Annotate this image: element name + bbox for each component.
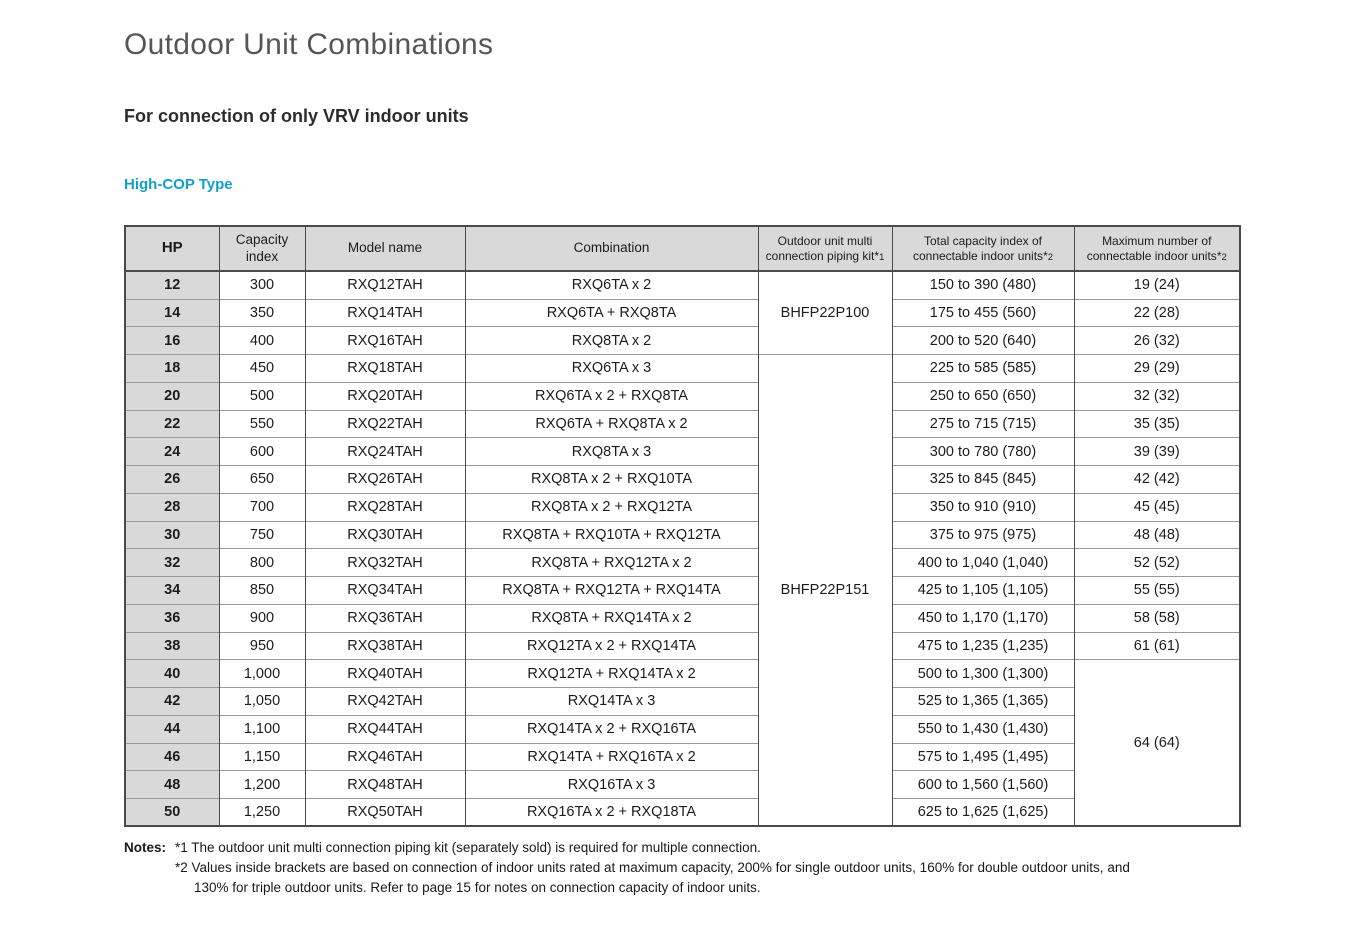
col-header-combination: Combination [465,226,758,271]
capacity-index-cell: 850 [219,577,305,605]
max-number-cell: 42 (42) [1074,466,1240,494]
capacity-index-cell: 800 [219,549,305,577]
note-reference: 2 [1047,251,1054,263]
table-row [125,771,1240,799]
table-header-row [125,226,1240,271]
model-name-cell: RXQ22TAH [305,410,465,438]
combination-cell: RXQ6TA + RXQ8TA x 2 [465,410,758,438]
model-name-cell: RXQ50TAH [305,799,465,827]
total-capacity-cell: 175 to 455 (560) [892,299,1074,327]
page-title: Outdoor Unit Combinations [124,28,494,61]
capacity-index-cell: 500 [219,382,305,410]
combination-cell: RXQ14TA x 3 [465,688,758,716]
col-header-capacity-index: Capacity index [219,226,305,271]
combination-cell: RXQ6TA x 2 + RXQ8TA [465,382,758,410]
max-number-cell: 61 (61) [1074,632,1240,660]
hp-cell: 44 [125,715,219,743]
table-row [125,604,1240,632]
capacity-index-cell: 700 [219,493,305,521]
total-capacity-cell: 200 to 520 (640) [892,327,1074,355]
hp-cell: 38 [125,632,219,660]
model-name-cell: RXQ18TAH [305,355,465,383]
model-name-cell: RXQ44TAH [305,715,465,743]
notes-items [175,838,1150,898]
hp-cell: 20 [125,382,219,410]
combination-cell: RXQ12TA x 2 + RXQ14TA [465,632,758,660]
capacity-index-cell: 1,250 [219,799,305,827]
total-capacity-cell: 425 to 1,105 (1,105) [892,577,1074,605]
total-capacity-cell: 625 to 1,625 (1,625) [892,799,1074,827]
table-row [125,743,1240,771]
model-name-cell: RXQ48TAH [305,771,465,799]
total-capacity-cell: 150 to 390 (480) [892,271,1074,299]
model-name-cell: RXQ12TAH [305,271,465,299]
max-number-cell: 29 (29) [1074,355,1240,383]
total-capacity-cell: 475 to 1,235 (1,235) [892,632,1074,660]
hp-cell: 16 [125,327,219,355]
combination-cell: RXQ8TA + RXQ12TA + RXQ14TA [465,577,758,605]
piping-kit-cell: BHFP22P151 [758,355,892,827]
note-reference: 1 [879,251,885,263]
combination-cell: RXQ8TA x 3 [465,438,758,466]
table-row [125,688,1240,716]
combination-cell: RXQ16TA x 3 [465,771,758,799]
total-capacity-cell: 325 to 845 (845) [892,466,1074,494]
model-name-cell: RXQ24TAH [305,438,465,466]
total-capacity-cell: 250 to 650 (650) [892,382,1074,410]
piping-kit-cell: BHFP22P100 [758,271,892,354]
table-row [125,632,1240,660]
combination-cell: RXQ8TA x 2 [465,327,758,355]
total-capacity-cell: 550 to 1,430 (1,430) [892,715,1074,743]
total-capacity-cell: 500 to 1,300 (1,300) [892,660,1074,688]
capacity-index-cell: 350 [219,299,305,327]
total-capacity-cell: 275 to 715 (715) [892,410,1074,438]
type-label: High-COP Type [124,175,233,193]
max-number-cell: 22 (28) [1074,299,1240,327]
table-header-row-container [125,226,1240,271]
total-capacity-cell: 450 to 1,170 (1,170) [892,604,1074,632]
combination-cell: RXQ14TA x 2 + RXQ16TA [465,715,758,743]
model-name-cell: RXQ28TAH [305,493,465,521]
model-name-cell: RXQ16TAH [305,327,465,355]
table-body [125,271,1240,826]
combination-cell: RXQ6TA x 3 [465,355,758,383]
hp-cell: 40 [125,660,219,688]
notes-label: Notes: [124,840,167,856]
model-name-cell: RXQ26TAH [305,466,465,494]
table-row [125,382,1240,410]
hp-cell: 48 [125,771,219,799]
capacity-index-cell: 400 [219,327,305,355]
model-name-cell: RXQ38TAH [305,632,465,660]
total-capacity-cell: 225 to 585 (585) [892,355,1074,383]
total-capacity-cell: 575 to 1,495 (1,495) [892,743,1074,771]
total-capacity-cell: 525 to 1,365 (1,365) [892,688,1074,716]
combination-cell: RXQ8TA + RXQ10TA + RXQ12TA [465,521,758,549]
table-row [125,299,1240,327]
col-header-total-capacity: Total capacity index of connectable indoor units*2 [892,226,1074,271]
table-row [125,466,1240,494]
capacity-index-cell: 950 [219,632,305,660]
max-number-cell: 19 (24) [1074,271,1240,299]
capacity-index-cell: 650 [219,466,305,494]
max-number-cell: 35 (35) [1074,410,1240,438]
col-header-piping-kit: Outdoor unit multi connection piping kit*1 [758,226,892,271]
hp-cell: 42 [125,688,219,716]
combination-cell: RXQ8TA + RXQ12TA x 2 [465,549,758,577]
outdoor-unit-combinations-table [124,225,1241,827]
total-capacity-cell: 300 to 780 (780) [892,438,1074,466]
capacity-index-cell: 900 [219,604,305,632]
model-name-cell: RXQ42TAH [305,688,465,716]
col-header-hp: HP [125,226,219,271]
max-number-cell: 39 (39) [1074,438,1240,466]
hp-cell: 28 [125,493,219,521]
combination-cell: RXQ14TA + RXQ16TA x 2 [465,743,758,771]
table-row [125,410,1240,438]
hp-cell: 18 [125,355,219,383]
max-number-cell: 26 (32) [1074,327,1240,355]
table-row [125,327,1240,355]
hp-cell: 24 [125,438,219,466]
hp-cell: 34 [125,577,219,605]
capacity-index-cell: 600 [219,438,305,466]
model-name-cell: RXQ30TAH [305,521,465,549]
capacity-index-cell: 550 [219,410,305,438]
hp-cell: 14 [125,299,219,327]
hp-cell: 30 [125,521,219,549]
table-row [125,438,1240,466]
model-name-cell: RXQ34TAH [305,577,465,605]
combination-cell: RXQ8TA x 2 + RXQ10TA [465,466,758,494]
model-name-cell: RXQ14TAH [305,299,465,327]
max-number-cell: 52 (52) [1074,549,1240,577]
table-row [125,549,1240,577]
col-header-model-name: Model name [305,226,465,271]
table-row [125,493,1240,521]
capacity-index-cell: 1,200 [219,771,305,799]
model-name-cell: RXQ32TAH [305,549,465,577]
table-row [125,799,1240,827]
notes [124,838,1366,898]
capacity-index-cell: 1,100 [219,715,305,743]
note-item: *2 Values inside brackets are based on connection of indoor units rated at maximum capacity, 200% for single outdoor units, 160% for double outdoor units, and 130% for triple outdoor units. Refer to page 15 for notes on connection capacity of indoor units. [175,860,1130,896]
combination-cell: RXQ12TA + RXQ14TA x 2 [465,660,758,688]
model-name-cell: RXQ36TAH [305,604,465,632]
capacity-index-cell: 450 [219,355,305,383]
table-row [125,521,1240,549]
hp-cell: 50 [125,799,219,827]
combination-cell: RXQ16TA x 2 + RXQ18TA [465,799,758,827]
model-name-cell: RXQ20TAH [305,382,465,410]
section-subtitle: For connection of only VRV indoor units [124,106,469,126]
total-capacity-cell: 350 to 910 (910) [892,493,1074,521]
hp-cell: 36 [125,604,219,632]
table-row [125,271,1240,299]
capacity-index-cell: 1,150 [219,743,305,771]
col-header-max-number: Maximum number of connectable indoor units*2 [1074,226,1240,271]
max-number-cell: 32 (32) [1074,382,1240,410]
combination-cell: RXQ8TA + RXQ14TA x 2 [465,604,758,632]
combination-cell: RXQ6TA x 2 [465,271,758,299]
combination-cell: RXQ6TA + RXQ8TA [465,299,758,327]
hp-cell: 26 [125,466,219,494]
hp-cell: 12 [125,271,219,299]
max-number-cell: 58 (58) [1074,604,1240,632]
total-capacity-cell: 375 to 975 (975) [892,521,1074,549]
table-row [125,577,1240,605]
hp-cell: 22 [125,410,219,438]
note-reference: 2 [1221,251,1227,263]
total-capacity-cell: 400 to 1,040 (1,040) [892,549,1074,577]
model-name-cell: RXQ40TAH [305,660,465,688]
capacity-index-cell: 1,000 [219,660,305,688]
max-number-cell: 55 (55) [1074,577,1240,605]
max-number-cell: 64 (64) [1074,660,1240,827]
table-row [125,715,1240,743]
total-capacity-cell: 600 to 1,560 (1,560) [892,771,1074,799]
capacity-index-cell: 300 [219,271,305,299]
max-number-cell: 45 (45) [1074,493,1240,521]
hp-cell: 46 [125,743,219,771]
max-number-cell: 48 (48) [1074,521,1240,549]
hp-cell: 32 [125,549,219,577]
model-name-cell: RXQ46TAH [305,743,465,771]
capacity-index-cell: 750 [219,521,305,549]
table-row [125,355,1240,383]
combination-cell: RXQ8TA x 2 + RXQ12TA [465,493,758,521]
table-row [125,660,1240,688]
note-item: *1 The outdoor unit multi connection piping kit (separately sold) is required for multiple connection. [175,840,761,856]
capacity-index-cell: 1,050 [219,688,305,716]
